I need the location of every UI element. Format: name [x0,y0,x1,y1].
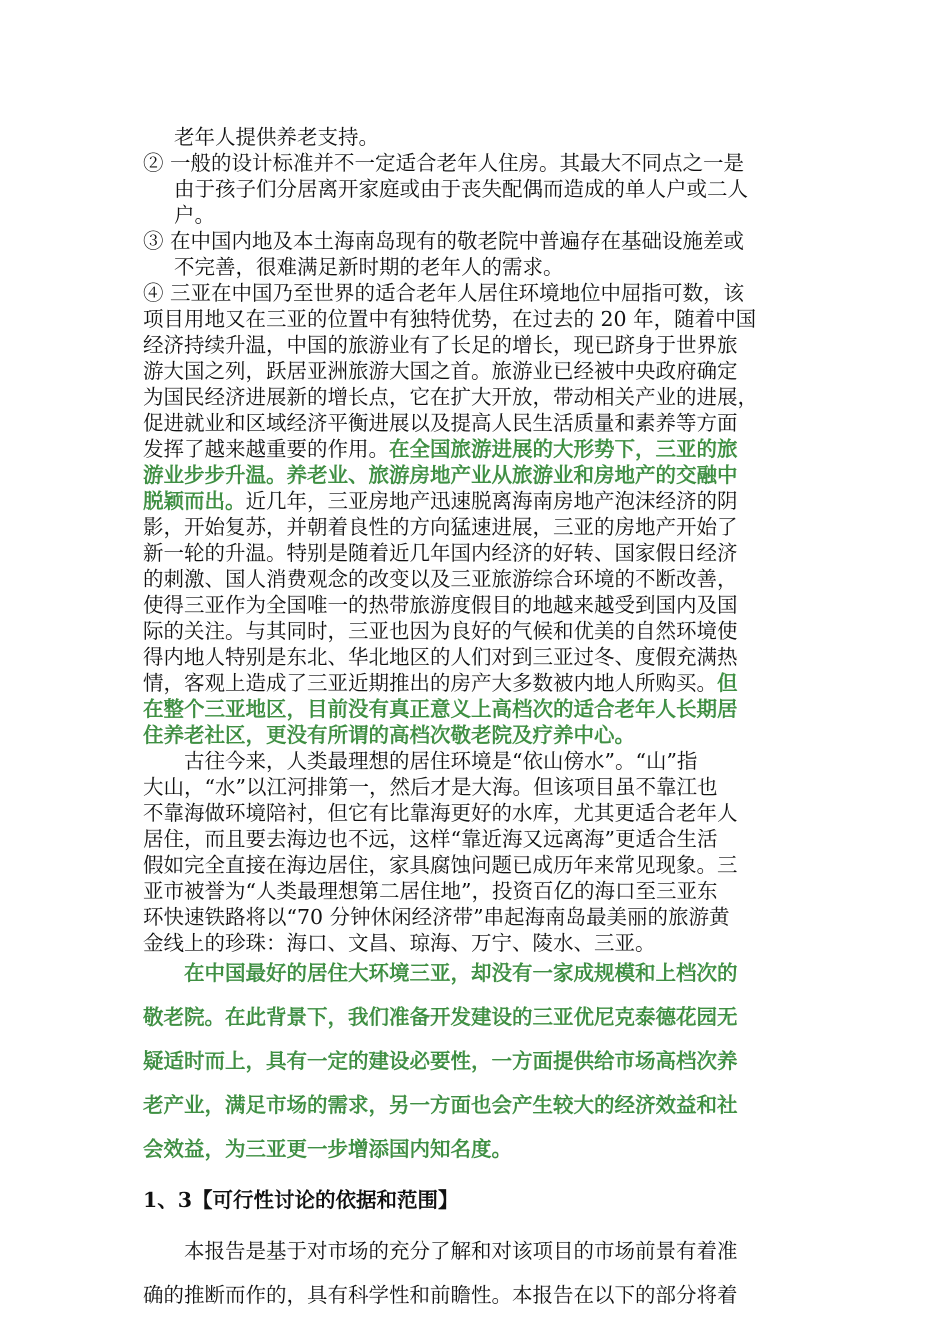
text-line [143,670,738,696]
highlight-text: 住养老社区，更没有所谓的高档次敬老院及疗养中心。 [143,723,635,747]
text-line: 大山，“水”以江河排第一，然后才是大海。但该项目虽不靠江也 [143,775,718,799]
text-line [143,488,738,514]
highlight-text: 老产业，满足市场的需求，另一方面也会产生较大的经济效益和社 [143,1093,738,1117]
text-run: 情，客观上造成了三亚近期推出的房产大多数被内地人所购买。 [143,671,717,695]
highlight-text: 但 [717,671,738,695]
text-line: ④ 三亚在中国乃至世界的适合老年人居住环境地位中屈指可数，该 [143,281,745,305]
text-line: 为国民经济进展新的增长点，它在扩大开放，带动相关产业的进展， [143,385,758,409]
text-line: 游大国之列，跃居亚洲旅游大国之首。旅游业已经被中央政府确定 [143,359,738,383]
text-line: 古往今来，人类最理想的居住环境是“依山傍水”。“山”指 [184,749,698,773]
text-line: 环快速铁路将以“70 分钟休闲经济带”串起海南岛最美丽的旅游黄 [143,905,730,929]
highlight-text: 会效益，为三亚更一步增添国内知名度。 [143,1137,512,1161]
text-line: 假如完全直接在海边居住，家具腐蚀问题已成历年来常见现象。三 [143,853,738,877]
text-line: 居住，而且要去海边也不远，这样“靠近海又远离海”更适合生活 [143,827,718,851]
text-line: 项目用地又在三亚的位置中有独特优势，在过去的 20 年，随着中国 [143,307,757,331]
text-line: 促进就业和区域经济平衡进展以及提高人民生活质量和素养等方面 [143,411,738,435]
text-line: 使得三亚作为全国唯一的热带旅游度假目的地越来越受到国内及国 [143,593,738,617]
text-line: 得内地人特别是东北、华北地区的人们对到三亚过冬、度假充满热 [143,645,738,669]
text-line: ② 一般的设计标准并不一定适合老年人住房。其最大不同点之一是 [143,151,745,175]
highlight-text: 游业步步升温。养老业、旅游房地产业从旅游业和房地产的交融中 [143,463,738,487]
text-line: 户。 [174,203,215,227]
text-line: 际的关注。与其同时，三亚也因为良好的气候和优美的自然环境使 [143,619,738,643]
highlight-text: 疑适时而上，具有一定的建设必要性，一方面提供给市场高档次养 [143,1049,738,1073]
highlight-text: 在中国最好的居住大环境三亚，却没有一家成规模和上档次的 [184,961,738,985]
highlight-text: 脱颖而出。 [143,489,246,513]
text-line: 不完善，很难满足新时期的老年人的需求。 [174,255,564,279]
text-run: 近几年，三亚房地产迅速脱离海南房地产泡沫经济的阴 [245,489,738,513]
text-line: 亚市被誉为“人类最理想第二居住地”，投资百亿的海口至三亚东 [143,879,718,903]
highlight-text: 在整个三亚地区，目前没有真正意义上高档次的适合老年人长期居 [143,697,738,721]
text-line: 本报告是基于对市场的充分了解和对该项目的市场前景有着准 [184,1239,738,1263]
text-line: 由于孩子们分居离开家庭或由于丧失配偶而造成的单人户或二人 [174,177,748,201]
text-line: 金线上的珍珠：海口、文昌、琼海、万宁、陵水、三亚。 [143,931,656,955]
highlight-text: 在全国旅游进展的大形势下，三亚的旅 [389,437,738,461]
text-line: 的刺激、国人消费观念的改变以及三亚旅游综合环境的不断改善， [143,567,738,591]
text-line: 经济持续升温，中国的旅游业有了长足的增长，现已跻身于世界旅 [143,333,738,357]
text-line: 影，开始复苏，并朝着良性的方向猛速进展，三亚的房地产开始了 [143,515,738,539]
text-line: 新一轮的升温。特别是随着近几年国内经济的好转、国家假日经济 [143,541,738,565]
text-run: 发挥了越来越重要的作用。 [143,437,389,461]
text-line: 确的推断而作的，具有科学性和前瞻性。本报告在以下的部分将着 [143,1283,738,1307]
section-heading: 1、3【可行性讨论的依据和范围】 [143,1188,459,1212]
text-line: 老年人提供养老支持。 [174,125,379,149]
text-line [143,436,738,462]
highlight-text: 敬老院。在此背景下，我们准备开发建设的三亚优尼克泰德花园无 [143,1005,738,1029]
text-line: ③ 在中国内地及本土海南岛现有的敬老院中普遍存在基础设施差或 [143,229,745,253]
text-line: 不靠海做环境陪衬，但它有比靠海更好的水库，尤其更适合老年人 [143,801,738,825]
